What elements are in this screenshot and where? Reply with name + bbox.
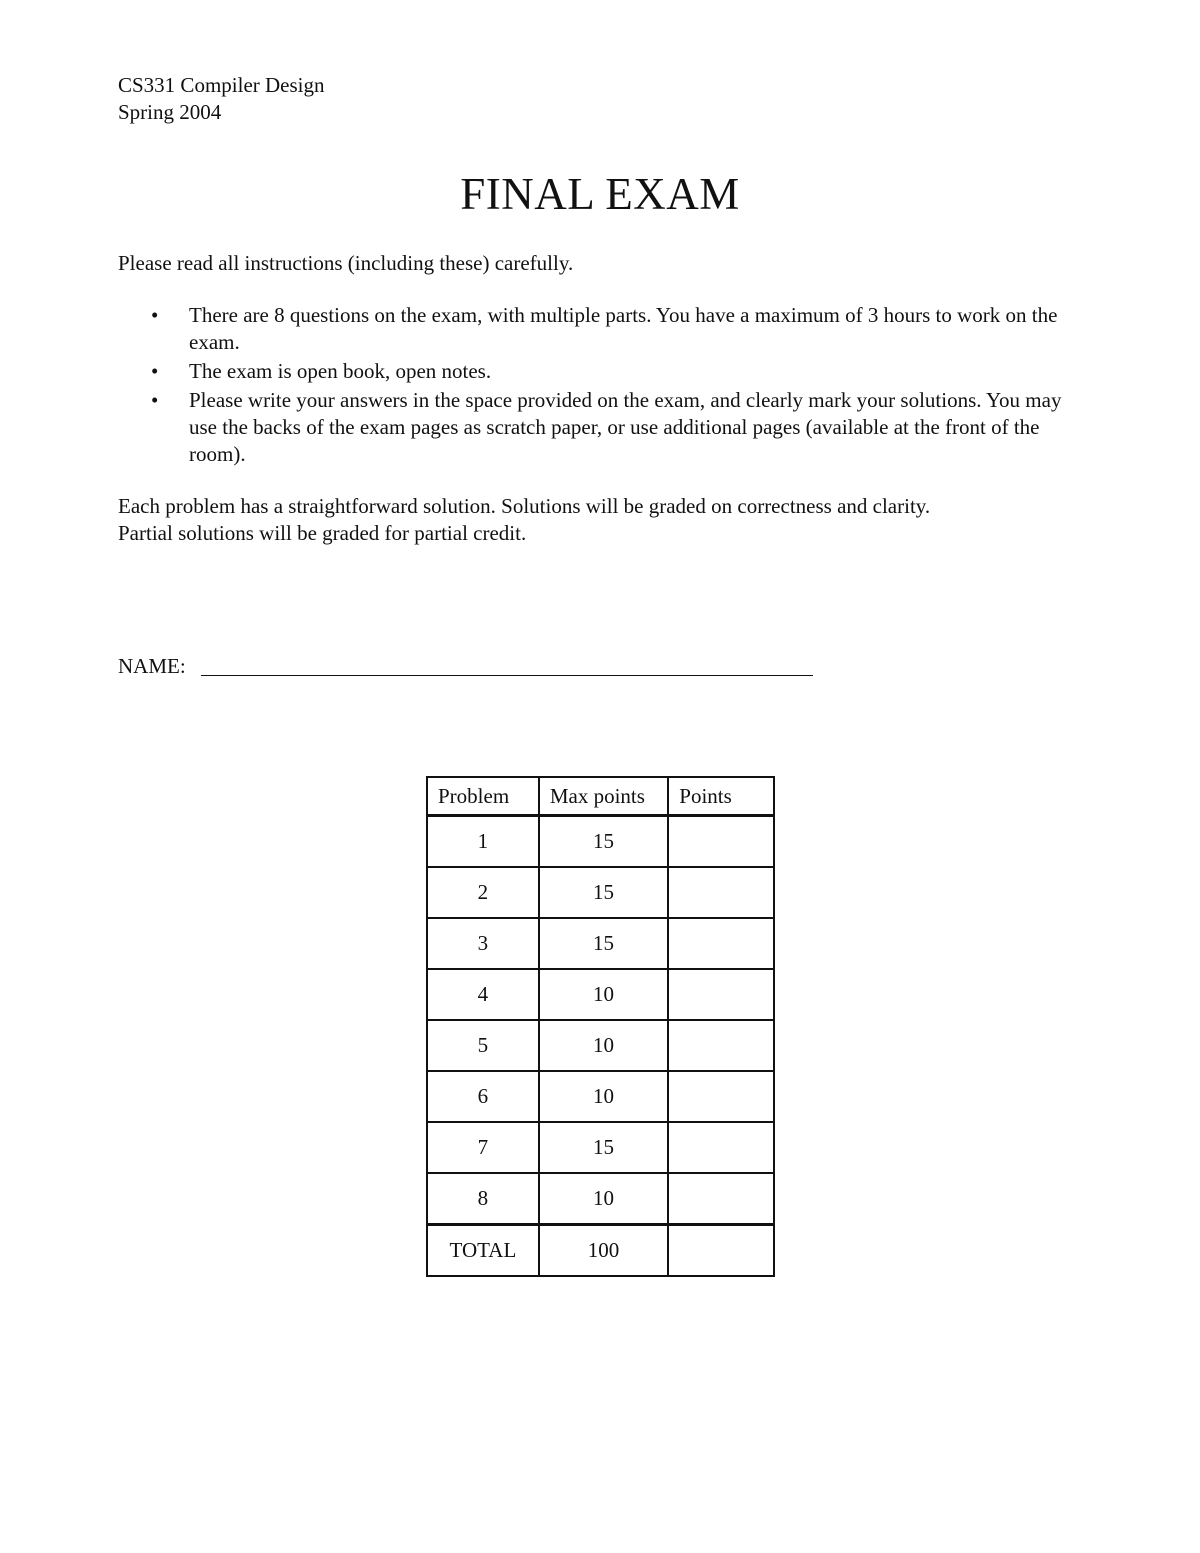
instruction-item [118, 387, 1078, 468]
instruction-text: The exam is open book, open notes. [189, 359, 492, 383]
points-cell[interactable] [668, 816, 774, 868]
instruction-list [118, 302, 1078, 470]
points-cell[interactable] [668, 1173, 774, 1225]
problem-number: 5 [427, 1020, 539, 1071]
total-row [427, 1225, 774, 1277]
header-points: Points [668, 777, 774, 816]
page-title: FINAL EXAM [460, 169, 740, 219]
problem-number: 4 [427, 969, 539, 1020]
points-cell[interactable] [668, 1071, 774, 1122]
points-cell[interactable] [668, 867, 774, 918]
intro-text: Please read all instructions (including these) carefully. [118, 251, 574, 275]
instruction-item [118, 302, 1078, 356]
total-label: TOTAL [427, 1225, 539, 1277]
problem-number: 3 [427, 918, 539, 969]
instruction-text: Please write your answers in the space provided on the exam, and clearly mark your solutions. You may use the backs of the exam pages as scratch paper, or use additional pages (available at the front of the room). [189, 388, 1062, 466]
problem-number: 1 [427, 816, 539, 868]
points-cell[interactable] [668, 1020, 774, 1071]
max-points: 10 [539, 969, 668, 1020]
total-max-points: 100 [539, 1225, 668, 1277]
table-row [427, 969, 774, 1020]
table-row [427, 867, 774, 918]
max-points: 15 [539, 867, 668, 918]
course-term: Spring 2004 [118, 100, 222, 124]
name-field[interactable] [201, 675, 813, 676]
bullet-icon: • [151, 388, 159, 412]
bullet-icon: • [151, 303, 159, 327]
bullet-icon: • [151, 359, 159, 383]
max-points: 15 [539, 1122, 668, 1173]
problem-number: 7 [427, 1122, 539, 1173]
grading-note-line: Partial solutions will be graded for partial credit. [118, 521, 527, 545]
table-row [427, 1020, 774, 1071]
grading-note-line: Each problem has a straightforward solution. Solutions will be graded on correctness and clarity. [118, 494, 931, 518]
points-cell[interactable] [668, 1122, 774, 1173]
total-points-cell[interactable] [668, 1225, 774, 1277]
problem-number: 8 [427, 1173, 539, 1225]
header-problem: Problem [427, 777, 539, 816]
header-max-points: Max points [539, 777, 668, 816]
table-row [427, 1173, 774, 1225]
table-row [427, 1122, 774, 1173]
course-name: CS331 Compiler Design [118, 73, 325, 97]
instruction-item [118, 358, 1078, 385]
grading-note [118, 493, 1078, 547]
name-label: NAME: [118, 654, 186, 678]
max-points: 10 [539, 1020, 668, 1071]
points-cell[interactable] [668, 969, 774, 1020]
score-table [426, 776, 775, 1277]
table-row [427, 918, 774, 969]
max-points: 10 [539, 1173, 668, 1225]
max-points: 15 [539, 816, 668, 868]
problem-number: 6 [427, 1071, 539, 1122]
table-row [427, 816, 774, 868]
max-points: 15 [539, 918, 668, 969]
instruction-text: There are 8 questions on the exam, with multiple parts. You have a maximum of 3 hours to work on the exam. [189, 303, 1058, 354]
max-points: 10 [539, 1071, 668, 1122]
course-header [118, 72, 325, 126]
points-cell[interactable] [668, 918, 774, 969]
problem-number: 2 [427, 867, 539, 918]
table-row [427, 1071, 774, 1122]
score-table-header-row [427, 777, 774, 816]
